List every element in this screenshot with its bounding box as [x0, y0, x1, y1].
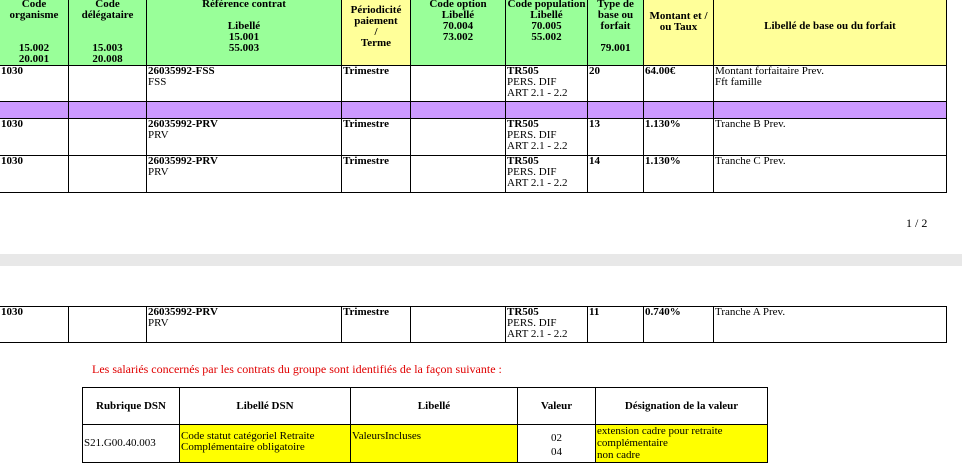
- cell-reference: 26035992-PRV PRV: [147, 307, 342, 343]
- cell-reference: 26035992-PRV PRV: [147, 156, 342, 193]
- cell-population: TR505 PERS. DIF ART 2.1 - 2.2: [506, 307, 588, 343]
- dsn-header-row: [83, 388, 768, 425]
- table-row: [0, 119, 947, 156]
- cell-delegataire: [69, 119, 147, 156]
- cell-libelle: Tranche A Prev.: [714, 307, 947, 343]
- dsn-libelle-dsn: Code statut catégoriel Retraite Complémentaire obligatoire: [180, 425, 351, 463]
- employees-note: Les salariés concernés par les contrats du groupe sont identifiés de la façon suivante :: [92, 362, 502, 376]
- header-row: [0, 0, 947, 66]
- cell-delegataire: [69, 156, 147, 193]
- dsn-libelle: ValeursIncluses: [351, 425, 518, 463]
- page-separator: [0, 254, 962, 266]
- dsn-table: [82, 387, 768, 463]
- table-row: [0, 66, 947, 102]
- dsn-rubrique: S21.G00.40.003: [83, 425, 180, 463]
- header-reference-contrat: Référence contrat Libellé 15.001 55.003: [147, 0, 342, 66]
- cell-type-base: 20: [588, 66, 644, 102]
- cell-libelle: Tranche C Prev.: [714, 156, 947, 193]
- cell-type-base: 14: [588, 156, 644, 193]
- cell-population: TR505 PERS. DIF ART 2.1 - 2.2: [506, 119, 588, 156]
- header-montant: Montant et / ou Taux: [644, 0, 714, 66]
- cell-montant: 64.00€: [644, 66, 714, 102]
- cell-option: [411, 66, 506, 102]
- cell-reference: 26035992-PRV PRV: [147, 119, 342, 156]
- cell-delegataire: [69, 66, 147, 102]
- cell-option: [411, 156, 506, 193]
- cell-delegataire: [69, 307, 147, 343]
- header-code-organisme: Code organisme 15.002 20.001: [0, 0, 69, 66]
- dsn-header-libelle: Libellé: [351, 388, 518, 425]
- cell-montant: 1.130%: [644, 156, 714, 193]
- table-row: [0, 307, 947, 343]
- dsn-header-libelle-dsn: Libellé DSN: [180, 388, 351, 425]
- cell-montant: 0.740%: [644, 307, 714, 343]
- cell-periodicite: Trimestre: [342, 66, 411, 102]
- dsn-valeur: 02 04: [518, 425, 596, 463]
- page-number: 1 / 2: [906, 216, 928, 230]
- header-type-base: Type de base ou forfait 79.001: [588, 0, 644, 66]
- header-code-delegataire: Code délégataire 15.003 20.008: [69, 0, 147, 66]
- cell-type-base: 13: [588, 119, 644, 156]
- header-periodicite: Périodicité paiement / Terme: [342, 0, 411, 66]
- cell-option: [411, 119, 506, 156]
- contracts-table: [0, 0, 947, 193]
- cell-organisme: 1030: [0, 66, 69, 102]
- header-libelle-base: Libellé de base ou du forfait: [714, 0, 947, 66]
- cell-type-base: 11: [588, 307, 644, 343]
- cell-population: TR505 PERS. DIF ART 2.1 - 2.2: [506, 156, 588, 193]
- cell-population: TR505 PERS. DIF ART 2.1 - 2.2: [506, 66, 588, 102]
- dsn-header-designation: Désignation de la valeur: [596, 388, 768, 425]
- separator-row: [0, 102, 947, 119]
- cell-organisme: 1030: [0, 307, 69, 343]
- dsn-row: [83, 425, 768, 463]
- header-code-option: Code option Libellé 70.004 73.002: [411, 0, 506, 66]
- cell-libelle: Tranche B Prev.: [714, 119, 947, 156]
- cell-periodicite: Trimestre: [342, 119, 411, 156]
- cell-organisme: 1030: [0, 156, 69, 193]
- dsn-header-valeur: Valeur: [518, 388, 596, 425]
- contracts-table-page2: [0, 306, 947, 343]
- dsn-header-rubrique: Rubrique DSN: [83, 388, 180, 425]
- cell-periodicite: Trimestre: [342, 156, 411, 193]
- header-code-population: Code population Libellé 70.005 55.002: [506, 0, 588, 66]
- table-row: [0, 156, 947, 193]
- cell-montant: 1.130%: [644, 119, 714, 156]
- cell-organisme: 1030: [0, 119, 69, 156]
- cell-periodicite: Trimestre: [342, 307, 411, 343]
- cell-reference: 26035992-FSS FSS: [147, 66, 342, 102]
- dsn-designation: extension cadre pour retraite complémentaire non cadre: [596, 425, 768, 463]
- cell-libelle: Montant forfaitaire Prev. Fft famille: [714, 66, 947, 102]
- cell-option: [411, 307, 506, 343]
